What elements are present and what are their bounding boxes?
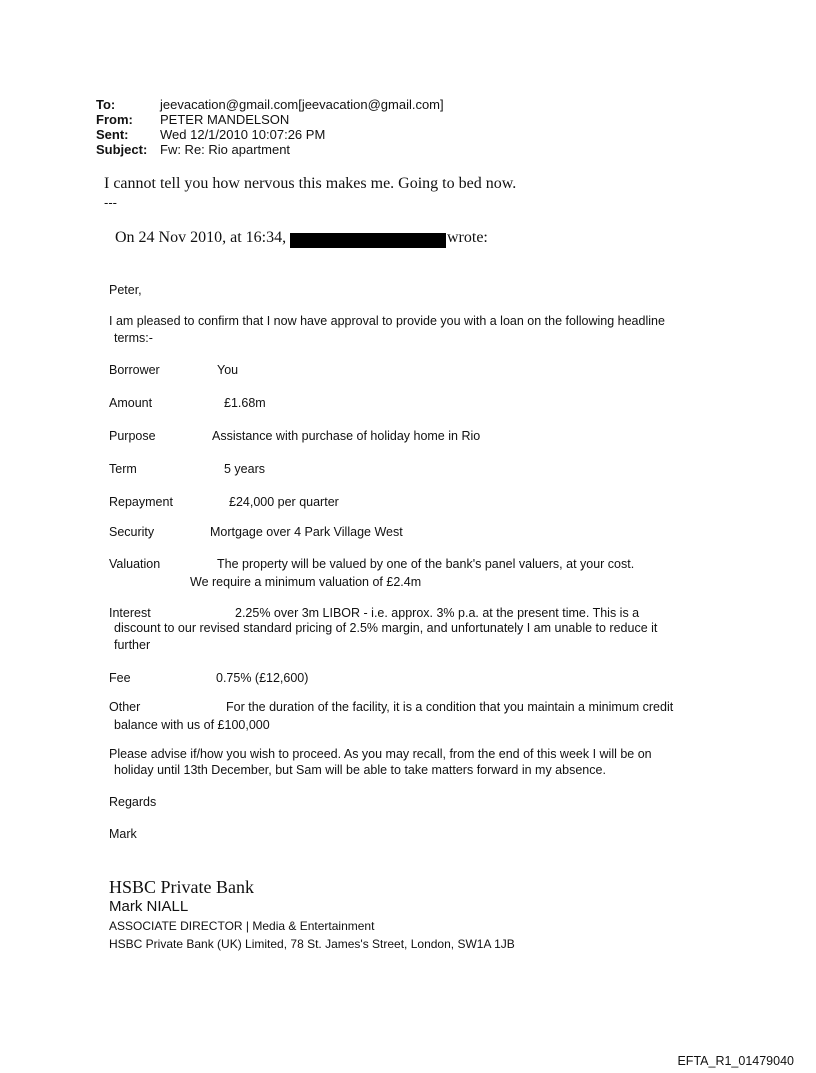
other-label: Other xyxy=(109,700,141,714)
interest-label: Interest xyxy=(109,606,151,620)
borrower-value: You xyxy=(217,363,239,377)
subject-label: Subject: xyxy=(96,142,148,157)
to-label: To: xyxy=(96,97,116,112)
from-label: From: xyxy=(96,112,133,127)
purpose-label: Purpose xyxy=(109,429,156,443)
valuation-label: Valuation xyxy=(109,557,161,571)
sent-label: Sent: xyxy=(96,127,129,142)
valuation-value-2: We require a minimum valuation of £2.4m xyxy=(190,575,422,589)
security-value: Mortgage over 4 Park Village West xyxy=(210,525,403,539)
signer-title: ASSOCIATE DIRECTOR | Media & Entertainment xyxy=(109,919,375,933)
other-value-2: balance with us of £100,000 xyxy=(114,718,270,732)
closing-line-1: Please advise if/how you wish to proceed. As you may recall, from the end of this week I will be on xyxy=(109,747,652,761)
amount-label: Amount xyxy=(109,396,153,410)
interest-value-1: 2.25% over 3m LIBOR - i.e. approx. 3% p.a. at the present time. This is a xyxy=(235,606,640,620)
interest-value-2: discount to our revised standard pricing of 2.5% margin, and unfortunately I am unable to reduce it xyxy=(114,621,658,635)
repayment-label: Repayment xyxy=(109,495,173,509)
quote-intro-suffix: wrote: xyxy=(447,229,488,246)
term-label: Term xyxy=(109,462,137,476)
regards: Regards xyxy=(109,795,157,809)
signer-name: Mark NIALL xyxy=(109,898,189,915)
greeting: Peter, xyxy=(109,283,142,297)
sent-value: Wed 12/1/2010 10:07:26 PM xyxy=(160,127,326,142)
borrower-label: Borrower xyxy=(109,363,160,377)
opening-line-2: terms:- xyxy=(114,331,153,345)
term-value: 5 years xyxy=(224,462,265,476)
fee-label: Fee xyxy=(109,671,131,685)
quote-intro-prefix: On 24 Nov 2010, at 16:34, xyxy=(115,229,287,246)
subject-value: Fw: Re: Rio apartment xyxy=(160,142,291,157)
bank-name: HSBC Private Bank xyxy=(109,877,255,897)
bank-address: HSBC Private Bank (UK) Limited, 78 St. James's Street, London, SW1A 1JB xyxy=(109,937,515,951)
from-value: PETER MANDELSON xyxy=(160,112,290,127)
closing-line-2: holiday until 13th December, but Sam will be able to take matters forward in my absence. xyxy=(114,763,606,777)
other-value-1: For the duration of the facility, it is a condition that you maintain a minimum credit xyxy=(226,700,674,714)
sign-name: Mark xyxy=(109,827,137,841)
document-id: EFTA_R1_01479040 xyxy=(677,1054,794,1068)
reply-text: I cannot tell you how nervous this makes me. Going to bed now. xyxy=(104,175,517,192)
quote-intro xyxy=(115,229,286,247)
interest-value-3: further xyxy=(114,638,151,652)
opening-line-1: I am pleased to confirm that I now have approval to provide you with a loan on the following headline xyxy=(109,314,665,328)
amount-value: £1.68m xyxy=(224,396,266,410)
reply-separator: --- xyxy=(104,195,117,210)
purpose-value: Assistance with purchase of holiday home in Rio xyxy=(212,429,481,443)
fee-value: 0.75% (£12,600) xyxy=(216,671,309,685)
repayment-value: £24,000 per quarter xyxy=(229,495,339,509)
valuation-value-1: The property will be valued by one of the bank's panel valuers, at your cost. xyxy=(217,557,635,571)
to-value: jeevacation@gmail.com[jeevacation@gmail.com] xyxy=(160,97,444,112)
redaction-bar xyxy=(290,233,446,248)
security-label: Security xyxy=(109,525,155,539)
